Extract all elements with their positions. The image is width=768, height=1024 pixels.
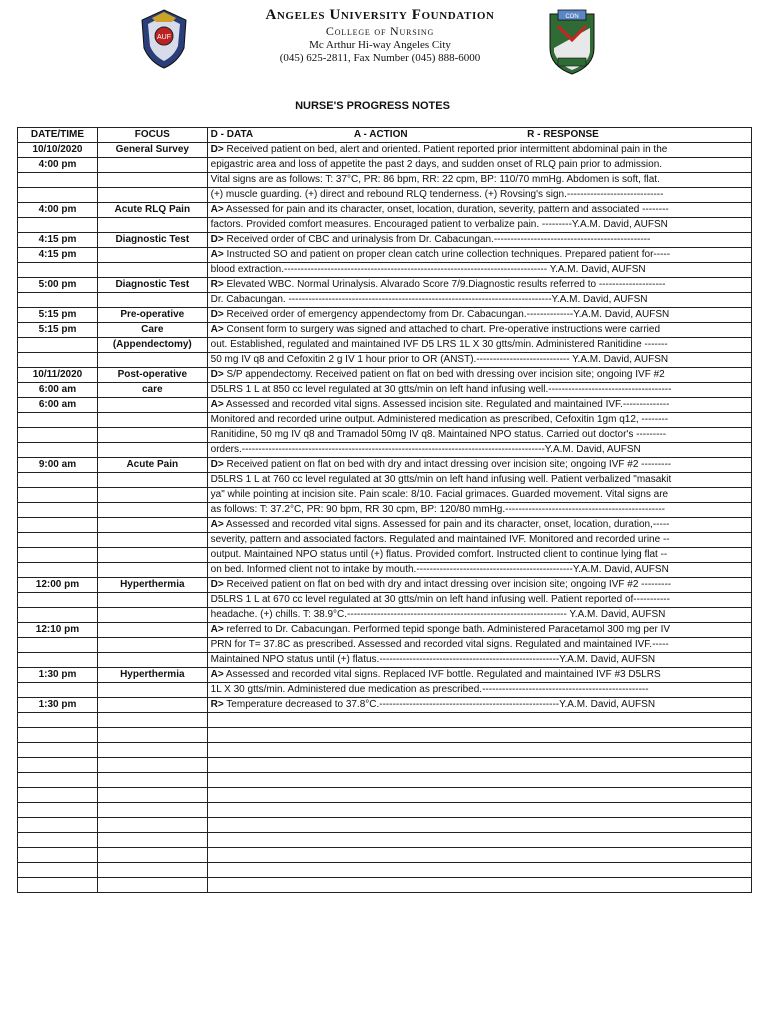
note-text: Received patient on flat on bed with dry and intact dressing over incision site; ongoing IVF #2 --------- <box>223 579 672 590</box>
note-text: 50 mg IV q8 and Cefoxitin 2 g IV 1 hour prior to OR (ANST).---------------------------- Y.A.M. David, AUFSN <box>210 354 669 365</box>
date-time-cell <box>18 488 98 503</box>
note-text: Received patient on flat on bed with dry and intact dressing over incision site; ongoing IVF #2 --------- <box>223 459 672 470</box>
table-row <box>18 413 752 428</box>
focus-cell <box>97 863 207 878</box>
note-text: D5LRS 1 L at 760 cc level regulated at 30 gtts/min on left hand infusing well. Patient verbalized "masakit <box>210 474 672 485</box>
college-name: College of Nursing <box>325 24 435 38</box>
note-text: D5LRS 1 L at 850 cc level regulated at 30 gtts/min on left hand infusing well.------------------------------------- <box>210 384 672 395</box>
note-text: referred to Dr. Cabacungan. Performed tepid sponge bath. Administered Paracetamol 300 mg per IV <box>223 624 671 635</box>
focus-cell <box>97 173 207 188</box>
note-cell <box>207 833 751 848</box>
table-row <box>18 518 752 533</box>
note-cell <box>207 638 751 653</box>
note-cell <box>207 623 751 638</box>
note-cell <box>207 713 751 728</box>
note-cell <box>207 293 751 308</box>
col-header-data: D - DATA <box>210 129 253 140</box>
focus-cell <box>97 413 207 428</box>
date-time-cell <box>18 548 98 563</box>
table-row <box>18 773 752 788</box>
date-time-cell <box>18 833 98 848</box>
table-row <box>18 293 752 308</box>
focus-cell <box>97 563 207 578</box>
focus-cell: Hyperthermia <box>97 578 207 593</box>
table-row <box>18 248 752 263</box>
date-time-cell <box>18 788 98 803</box>
focus-cell: Diagnostic Test <box>97 233 207 248</box>
date-time-cell: 4:15 pm <box>18 248 98 263</box>
note-text: orders.-------------------------------------------------------------------------------------------Y.A.M. David, AUFSN <box>210 444 641 455</box>
focus-cell <box>97 353 207 368</box>
note-cell <box>207 443 751 458</box>
note-text: Dr. Cabacungan. -------------------------------------------------------------------------------Y.A.M. David, AUFSN <box>210 294 648 305</box>
focus-cell <box>97 398 207 413</box>
note-cell <box>207 173 751 188</box>
table-row <box>18 743 752 758</box>
focus-cell: care <box>97 383 207 398</box>
focus-cell <box>97 698 207 713</box>
table-row <box>18 263 752 278</box>
note-cell <box>207 398 751 413</box>
table-row <box>18 608 752 623</box>
date-time-cell: 9:00 am <box>18 458 98 473</box>
note-text: PRN for T= 37.8C as prescribed. Assessed and recorded vital signs. Regulated and maintained IVF.----- <box>210 639 669 650</box>
note-cell <box>207 218 751 233</box>
date-time-cell: 10/11/2020 <box>18 368 98 383</box>
date-time-cell <box>18 653 98 668</box>
date-time-cell: 5:15 pm <box>18 308 98 323</box>
date-time-cell <box>18 218 98 233</box>
note-cell <box>207 653 751 668</box>
note-cell <box>207 413 751 428</box>
focus-cell <box>97 443 207 458</box>
focus-cell <box>97 593 207 608</box>
table-row <box>18 818 752 833</box>
svg-text:CON: CON <box>565 14 579 20</box>
note-cell <box>207 458 751 473</box>
note-cell <box>207 368 751 383</box>
date-time-cell: 4:15 pm <box>18 233 98 248</box>
note-cell <box>207 533 751 548</box>
date-time-cell: 5:00 pm <box>18 278 98 293</box>
table-row <box>18 323 752 338</box>
date-time-cell <box>18 818 98 833</box>
note-cell <box>207 758 751 773</box>
table-row <box>18 848 752 863</box>
focus-cell: Acute RLQ Pain <box>97 203 207 218</box>
note-cell <box>207 698 751 713</box>
date-time-cell <box>18 518 98 533</box>
table-row <box>18 863 752 878</box>
note-text: output. Maintained NPO status until (+) flatus. Provided comfort. Instructed client to continue lying flat -- <box>210 549 668 560</box>
note-cell <box>207 788 751 803</box>
date-time-cell: 5:15 pm <box>18 323 98 338</box>
table-row <box>18 713 752 728</box>
note-cell <box>207 668 751 683</box>
date-time-cell: 10/10/2020 <box>18 143 98 158</box>
note-cell <box>207 203 751 218</box>
date-time-cell: 1:30 pm <box>18 668 98 683</box>
note-prefix: A> <box>210 399 224 410</box>
col-header-date-time: DATE/TIME <box>18 128 98 143</box>
focus-cell <box>97 653 207 668</box>
phone-line: (045) 625-2811, Fax Number (045) 888-6000 <box>279 52 481 64</box>
note-prefix: D> <box>210 459 224 470</box>
note-cell <box>207 803 751 818</box>
note-text: D5LRS 1 L at 670 cc level regulated at 30 gtts/min on left hand infusing well. Patient reported of----------- <box>210 594 670 605</box>
note-prefix: R> <box>210 279 224 290</box>
focus-cell <box>97 503 207 518</box>
date-time-cell: 12:00 pm <box>18 578 98 593</box>
note-text: epigastric area and loss of appetite the past 2 days, and sudden onset of RLQ pain prior to admission. <box>210 159 663 170</box>
focus-cell <box>97 158 207 173</box>
note-prefix: A> <box>210 324 224 335</box>
focus-cell <box>97 548 207 563</box>
focus-cell <box>97 248 207 263</box>
note-prefix: A> <box>210 624 224 635</box>
svg-text:AUF: AUF <box>157 34 171 41</box>
focus-cell <box>97 758 207 773</box>
note-cell <box>207 248 751 263</box>
focus-cell <box>97 638 207 653</box>
note-cell <box>207 593 751 608</box>
table-row <box>18 878 752 893</box>
table-row <box>18 458 752 473</box>
note-text: Assessed and recorded vital signs. Assessed incision site. Regulated and maintained IVF.-------------- <box>223 399 670 410</box>
note-cell <box>207 383 751 398</box>
table-row <box>18 788 752 803</box>
focus-cell: Care <box>97 323 207 338</box>
note-cell <box>207 818 751 833</box>
table-row <box>18 833 752 848</box>
date-time-cell: 12:10 pm <box>18 623 98 638</box>
note-prefix: A> <box>210 249 224 260</box>
table-row <box>18 638 752 653</box>
focus-cell: (Appendectomy) <box>97 338 207 353</box>
focus-cell <box>97 488 207 503</box>
page-title: NURSE'S PROGRESS NOTES <box>295 100 450 112</box>
date-time-cell <box>18 443 98 458</box>
table-row <box>18 203 752 218</box>
note-text: Received order of CBC and urinalysis from Dr. Cabacungan.----------------------------------------------- <box>223 234 651 245</box>
table-row <box>18 428 752 443</box>
table-row <box>18 308 752 323</box>
note-cell <box>207 188 751 203</box>
note-cell <box>207 143 751 158</box>
date-time-cell <box>18 263 98 278</box>
focus-cell <box>97 788 207 803</box>
date-time-cell <box>18 173 98 188</box>
note-cell <box>207 518 751 533</box>
table-row <box>18 383 752 398</box>
note-cell <box>207 503 751 518</box>
note-cell <box>207 233 751 248</box>
note-cell <box>207 848 751 863</box>
note-cell <box>207 278 751 293</box>
date-time-cell <box>18 413 98 428</box>
date-time-cell <box>18 758 98 773</box>
table-row <box>18 503 752 518</box>
date-time-cell <box>18 638 98 653</box>
table-row <box>18 368 752 383</box>
note-prefix: R> <box>210 699 224 710</box>
university-name: Angeles University Foundation <box>265 7 495 23</box>
date-time-cell <box>18 593 98 608</box>
date-time-cell <box>18 338 98 353</box>
col-header-focus: FOCUS <box>97 128 207 143</box>
note-cell <box>207 323 751 338</box>
date-time-cell: 6:00 am <box>18 383 98 398</box>
note-prefix: D> <box>210 144 224 155</box>
note-prefix: A> <box>210 519 224 530</box>
date-time-cell <box>18 728 98 743</box>
date-time-cell <box>18 848 98 863</box>
table-row <box>18 593 752 608</box>
focus-cell: Hyperthermia <box>97 668 207 683</box>
note-text: 1L X 30 gtts/min. Administered due medication as prescribed.-------------------------------------------------- <box>210 684 649 695</box>
progress-notes-table <box>17 127 752 893</box>
date-time-cell <box>18 353 98 368</box>
table-header-row <box>18 128 752 143</box>
col-header-response: R - RESPONSE <box>527 129 599 140</box>
note-text: Assessed for pain and its character, onset, location, duration, severity, pattern and associated -------- <box>223 204 669 215</box>
note-cell <box>207 353 751 368</box>
note-cell <box>207 473 751 488</box>
date-time-cell <box>18 293 98 308</box>
note-text: S/P appendectomy. Received patient on flat on bed with dressing over incision site; ongoing IVF #2 <box>223 369 665 380</box>
focus-cell <box>97 833 207 848</box>
focus-cell <box>97 773 207 788</box>
page-header <box>0 0 768 80</box>
note-cell <box>207 608 751 623</box>
date-time-cell <box>18 608 98 623</box>
note-cell <box>207 428 751 443</box>
note-cell <box>207 878 751 893</box>
table-row <box>18 758 752 773</box>
date-time-cell: 6:00 am <box>18 398 98 413</box>
address-line: Mc Arthur Hi-way Angeles City <box>309 39 451 51</box>
focus-cell <box>97 428 207 443</box>
date-time-cell <box>18 533 98 548</box>
date-time-cell: 4:00 pm <box>18 203 98 218</box>
focus-cell <box>97 728 207 743</box>
date-time-cell <box>18 683 98 698</box>
note-prefix: D> <box>210 234 224 245</box>
note-text: Elevated WBC. Normal Urinalysis. Alvarado Score 7/9.Diagnostic results referred to -------------------- <box>223 279 666 290</box>
focus-cell <box>97 848 207 863</box>
table-row <box>18 338 752 353</box>
note-text: Ranitidine, 50 mg IV q8 and Tramadol 50mg IV q8. Maintained NPO status. Carried out doctor's --------- <box>210 429 667 440</box>
note-prefix: D> <box>210 309 224 320</box>
note-text: Assessed and recorded vital signs. Replaced IVF bottle. Regulated and maintained IVF #3 D5LRS <box>223 669 661 680</box>
focus-cell <box>97 218 207 233</box>
focus-cell: General Survey <box>97 143 207 158</box>
focus-cell <box>97 743 207 758</box>
note-cell <box>207 728 751 743</box>
date-time-cell <box>18 503 98 518</box>
note-text: blood extraction.------------------------------------------------------------------------------- Y.A.M. David, AUFSN <box>210 264 646 275</box>
note-prefix: A> <box>210 204 224 215</box>
note-cell <box>207 338 751 353</box>
note-text: severity, pattern and associated factors. Regulated and maintained IVF. Monitored and recorded urine -- <box>210 534 670 545</box>
table-row <box>18 653 752 668</box>
date-time-cell <box>18 773 98 788</box>
note-cell <box>207 773 751 788</box>
note-text: Monitored and recorded urine output. Administered medication as prescribed, Cefoxitin 1gm q12, -------- <box>210 414 669 425</box>
col-header-action: A - ACTION <box>353 129 408 140</box>
note-text: as follows: T: 37.2°C, PR: 90 bpm, RR 30 cpm, BP: 120/80 mmHg.------------------------------------------------ <box>210 504 665 515</box>
table-row <box>18 143 752 158</box>
table-row <box>18 473 752 488</box>
table-row <box>18 728 752 743</box>
note-text: (+) muscle guarding. (+) direct and rebound RLQ tenderness. (+) Rovsing's sign.----------------------------- <box>210 189 664 200</box>
note-prefix: D> <box>210 579 224 590</box>
date-time-cell <box>18 803 98 818</box>
focus-cell <box>97 608 207 623</box>
table-row <box>18 548 752 563</box>
table-row <box>18 398 752 413</box>
note-cell <box>207 308 751 323</box>
focus-cell <box>97 533 207 548</box>
note-text: Vital signs are as follows: T: 37°C, PR: 86 bpm, RR: 22 cpm, BP: 110/70 mmHg. Abdomen is soft, flat. <box>210 174 660 185</box>
focus-cell: Acute Pain <box>97 458 207 473</box>
note-text: Assessed and recorded vital signs. Assessed for pain and its character, onset, location, duration,----- <box>223 519 670 530</box>
focus-cell <box>97 188 207 203</box>
note-text: Temperature decreased to 37.8°C.------------------------------------------------------Y.A.M. David, AUFSN <box>223 699 656 710</box>
note-cell <box>207 683 751 698</box>
col-header-dar <box>207 128 751 143</box>
note-text: headache. (+) chills. T: 38.9°C.------------------------------------------------------------------ Y.A.M. David, AUFSN <box>210 609 666 620</box>
note-cell <box>207 863 751 878</box>
table-row <box>18 278 752 293</box>
focus-cell <box>97 683 207 698</box>
note-text: Consent form to surgery was signed and attached to chart. Pre-operative instructions were carried <box>223 324 661 335</box>
focus-cell <box>97 293 207 308</box>
note-cell <box>207 743 751 758</box>
note-cell <box>207 563 751 578</box>
date-time-cell <box>18 713 98 728</box>
date-time-cell <box>18 863 98 878</box>
date-time-cell <box>18 743 98 758</box>
table-row <box>18 668 752 683</box>
note-text: Received patient on bed, alert and oriented. Patient reported prior intermittent abdominal pain in the <box>223 144 668 155</box>
table-row <box>18 173 752 188</box>
focus-cell <box>97 518 207 533</box>
focus-cell: Pre-operative <box>97 308 207 323</box>
date-time-cell <box>18 563 98 578</box>
focus-cell <box>97 803 207 818</box>
note-text: ya" while pointing at incision site. Pain scale: 8/10. Facial grimaces. Guarded movement. Vital signs are <box>210 489 669 500</box>
note-text: factors. Provided comfort measures. Encouraged patient to verbalize pain. ---------Y.A.M. David, AUFSN <box>210 219 668 230</box>
table-row <box>18 698 752 713</box>
note-prefix: A> <box>210 669 224 680</box>
focus-cell <box>97 818 207 833</box>
note-cell <box>207 488 751 503</box>
date-time-cell: 4:00 pm <box>18 158 98 173</box>
focus-cell <box>97 878 207 893</box>
college-of-nursing-logo <box>544 8 600 78</box>
note-cell <box>207 158 751 173</box>
date-time-cell <box>18 878 98 893</box>
table-row <box>18 488 752 503</box>
date-time-cell <box>18 188 98 203</box>
focus-cell: Diagnostic Test <box>97 278 207 293</box>
table-row <box>18 443 752 458</box>
table-row <box>18 578 752 593</box>
table-row <box>18 563 752 578</box>
date-time-cell: 1:30 pm <box>18 698 98 713</box>
note-text: Maintained NPO status until (+) flatus.------------------------------------------------------Y.A.M. David, AUFSN <box>210 654 656 665</box>
table-row <box>18 218 752 233</box>
note-text: out. Established, regulated and maintained IVF D5 LRS 1L X 30 gtts/min. Administered Ranitidine ------- <box>210 339 668 350</box>
table-row <box>18 188 752 203</box>
note-text: Received order of emergency appendectomy from Dr. Cabacungan.--------------Y.A.M. David, AUFSN <box>223 309 670 320</box>
table-row <box>18 533 752 548</box>
note-cell <box>207 548 751 563</box>
note-text: Instructed SO and patient on proper clean catch urine collection techniques. Prepared patient for----- <box>223 249 671 260</box>
table-row <box>18 803 752 818</box>
date-time-cell <box>18 428 98 443</box>
notes-body <box>18 143 752 893</box>
table-row <box>18 353 752 368</box>
note-cell <box>207 578 751 593</box>
institution-block <box>180 6 580 65</box>
table-row <box>18 683 752 698</box>
focus-cell <box>97 473 207 488</box>
focus-cell <box>97 623 207 638</box>
note-prefix: D> <box>210 369 224 380</box>
table-row <box>18 158 752 173</box>
note-text: on bed. Informed client not to intake by mouth.-----------------------------------------------Y.A.M. David, AUFSN <box>210 564 669 575</box>
date-time-cell <box>18 473 98 488</box>
table-row <box>18 623 752 638</box>
table-row <box>18 233 752 248</box>
note-cell <box>207 263 751 278</box>
focus-cell: Post-operative <box>97 368 207 383</box>
focus-cell <box>97 713 207 728</box>
focus-cell <box>97 263 207 278</box>
